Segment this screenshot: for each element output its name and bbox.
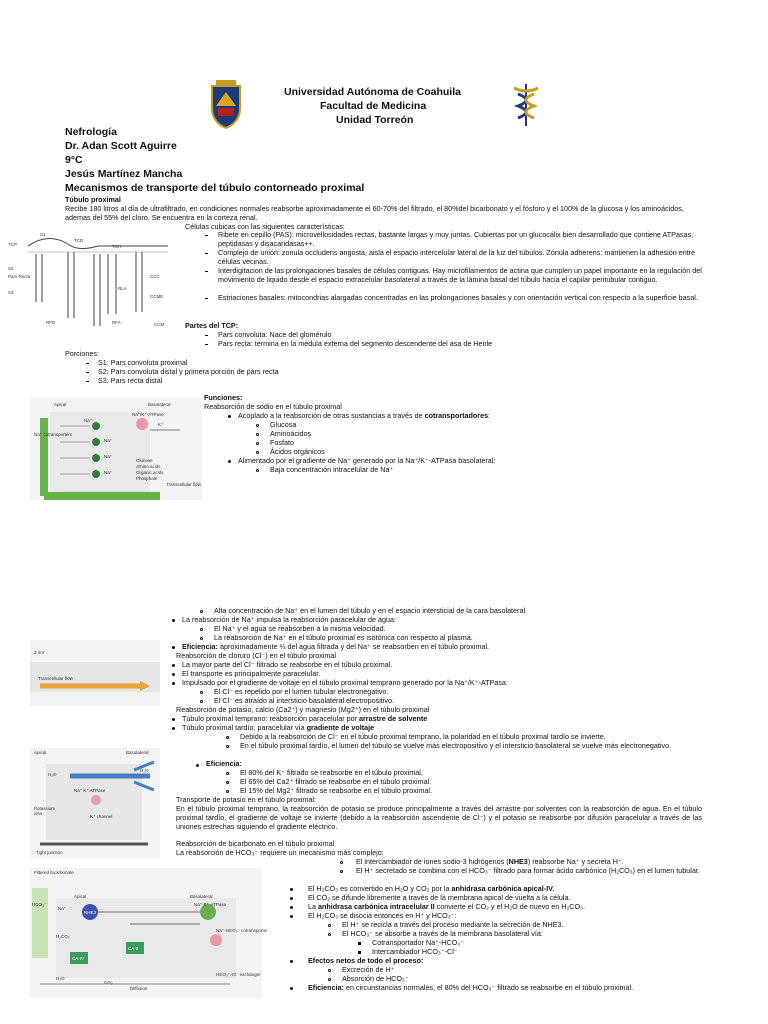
fig5-label-ca-ii: CA-II (128, 946, 139, 951)
university-crest-icon (206, 78, 246, 130)
bullet (256, 469, 259, 472)
fig4-label-atpase: Na⁺ K⁺ ATPase (74, 788, 106, 793)
potassium-diagram-icon (30, 748, 160, 858)
p2-line-9: Impulsado por el gradiente de voltaje en el túbulo proximal temprano generado por la Na⁺/K⁺-ATPasa: (182, 678, 508, 687)
functions-b1-item-1: Glucosa (270, 420, 297, 429)
p2-line-10: El Cl⁻ es repelido por el lumen tubular electronegativo. (214, 687, 389, 696)
portion-item-2: S2: Pars convoluta distal y primera porción de pars recta (98, 367, 279, 376)
bullet (226, 781, 229, 784)
fig1-label-rfa: RFA (112, 320, 121, 325)
fig3-label-mv: 3 mV (34, 650, 45, 655)
bicarb-11: Efectos netos de todo el proceso: (308, 956, 424, 965)
p2-line-14-bold: gradiente de voltaje (306, 723, 375, 732)
bullet (228, 460, 231, 463)
bicarb-req: La reabsorción de HCO₃⁻ requiere un mecanismo más complejo: (176, 848, 384, 857)
potassium-figure (30, 748, 160, 858)
fig5-label-ca-iv: CA-IV (72, 956, 85, 961)
bullet (205, 335, 208, 336)
bullet (328, 924, 331, 927)
university-name: Universidad Autónoma de Coahuila (284, 86, 461, 98)
bullet (328, 978, 331, 981)
cells-title: Células cubicas con las siguientes características: (185, 222, 345, 231)
bullet (205, 253, 208, 254)
header-banner (200, 74, 552, 136)
fig4-label-h2o-2: H₂O (140, 768, 149, 773)
fig5-label-h2co3: H₂CO₃ (56, 934, 70, 939)
bullet (358, 942, 361, 945)
cell-item-2: Complejo de unión: zonula occludens angosta, aisla el espacio intercelular lateral de la luz del túbulos. Zónula adherens: mantienen la adhesión entre células vecinas. (218, 248, 696, 266)
functions-b2: Alimentado por el gradiente de Na⁺ generado por la Na⁺/K⁺-ATPasa basolateral: (238, 456, 496, 465)
functions-sub: Reabsorción de sodio en el túbulo proximal (204, 402, 342, 411)
fig2-label-transcellular: Transcellular flow (166, 482, 201, 487)
fig1-label-s3: S3 (8, 290, 14, 295)
parts-title: Partes del TCP: (185, 321, 239, 330)
fig2-label-apical: Apical (54, 402, 67, 407)
bullet (205, 298, 208, 299)
fig5-label-diffusion: Diffusion (130, 986, 148, 991)
bullet (290, 987, 293, 990)
fig4-label-apical: Apical (34, 750, 47, 755)
p2-line-20: El 15% del Mg2⁺ filtrado se reabsorbe en el túbulo proximal. (240, 786, 432, 795)
fig2-label-organic-acids: Organic acids (136, 470, 164, 475)
fig3-label-flow: Transcellular flow (38, 676, 73, 681)
bicarb-7: El H⁺ se recicla a través del proceso mediante la secreción de NHE3. (342, 920, 564, 929)
fig1-label-ccc: CCC (150, 274, 160, 279)
fig2-label-basolateral: Basolateral (148, 402, 171, 407)
bullet (328, 933, 331, 936)
sodium-transport-figure (30, 398, 202, 500)
fig2-label-cotransporters: Na⁺ cotransporters (34, 432, 73, 437)
fig5-label-hco3: HCO₃⁻ (32, 902, 47, 907)
fig5-label-basolateral: Basolateral (190, 894, 213, 899)
bicarb-1-post: ) reabsorbe Na⁺ y secreta H⁺. (527, 857, 624, 866)
proximal-heading: Túbulo proximal (65, 195, 121, 204)
portion-item-1: S1: Pars convoluta proximal (98, 358, 188, 367)
bullet (226, 736, 229, 739)
bullet (328, 969, 331, 972)
bullet (226, 790, 229, 793)
fig2-label-na-3: Na⁺ (104, 454, 113, 459)
bicarb-3-pre: El H₂CO₃ es convertido en H₂O y CO₂ por la (308, 884, 452, 893)
fig1-label-rla: RLA (118, 286, 127, 291)
fig5-label-apical: Apical (74, 894, 87, 899)
fig5-label-atpase: Na⁺-K⁺-ATPase (194, 902, 227, 907)
bullet (200, 700, 203, 703)
bullet (290, 915, 293, 918)
bicarb-9: Cotransportador Na⁺-HCO₃⁻ (372, 938, 465, 947)
bullet (228, 415, 231, 418)
functions-b1-item-3: Fosfato (270, 438, 294, 447)
p2-line-11: El Cl⁻ es atraído al intersticio basolateral electropositivo. (214, 696, 394, 705)
bullet (290, 897, 293, 900)
bicarb-14 (308, 984, 633, 993)
p2-line-1: Alta concentración de Na⁺ en el lumen del túbulo y en el espacio intersticial de la cara basolateral (214, 606, 526, 615)
bullet (172, 673, 175, 676)
p2-line-5-text: aproximadamente ⅔ del agua filtrada y del Na⁺ se reabsorben en el túbulo proximal. (217, 642, 490, 651)
bicarb-5-bold: anhidrasa carbónica intracelular II (318, 902, 435, 911)
cell-item-4: Estriaciones basales: mitocondrias alargadas concentradas en las prolongaciones basales y con orientación vertical con respecto a la superficie basal. (218, 293, 698, 302)
part-item-1: Pars convoluta: Nace del glomérulo (218, 330, 332, 339)
bullet (290, 960, 293, 963)
bullet (172, 646, 175, 649)
p2-line-19: El 65% del Ca2⁺ filtrado se reabsorbe en el túbulo proximal. (240, 777, 432, 786)
fig4-label-basolateral: Basolateral (126, 750, 149, 755)
functions-title: Funciones: (204, 393, 243, 402)
bicarb-8: El HCO₃⁻ se absorbe a través de la membrana basolateral vía: (342, 929, 543, 938)
p2-line-8: El transporte es principalmente paracelular. (182, 669, 321, 678)
bullet (196, 764, 199, 767)
fig5-label-nhe3: NHE3 (84, 910, 97, 915)
bullet (200, 637, 203, 640)
fig5-label-h2o: H₂O (56, 976, 65, 981)
bullet (256, 451, 259, 454)
p2-line-5-bold: Eficiencia: (182, 642, 218, 651)
faculty-name: Facultad de Medicina (320, 100, 427, 112)
p2-line-6: Reabsorción de cloruro (Cl⁻) en el túbulo proximal (176, 651, 336, 660)
fig1-label-tch: TCH (112, 244, 122, 249)
tubule-anatomy-figure (8, 232, 178, 332)
fig1-label-ccme: CCME (150, 294, 164, 299)
fig1-label-pars-recta: Pars Recta (8, 274, 31, 279)
bicarb-10: Intercambiador HCO₃⁻-Cl⁻ (372, 947, 458, 956)
functions-b1-bold: cotransportadores (424, 411, 489, 420)
functions-b1-item-2: Aminoácidos (270, 429, 312, 438)
functions-b1-post: : (488, 411, 491, 420)
fig2-label-amino-acids: Amino acids (136, 464, 161, 469)
p2-line-3: El Na⁺ y el agua se reabsorben a la misma velocidad. (214, 624, 386, 633)
bullet (86, 363, 89, 364)
fig2-label-na-1: Na⁺ (84, 418, 93, 423)
teacher: Dr. Adan Scott Aguirre (65, 140, 177, 152)
bicarb-title: Reabsorción de bicarbonato en el túbulo proximal (176, 839, 335, 848)
p2-line-13-pre: Túbulo proximal temprano: reabsorción paracelular por (182, 714, 359, 723)
chloride-figure (30, 640, 160, 706)
group: 9°C (65, 154, 83, 166)
functions-b1-pre: Acoplado a la reabsorción de otras sustancias a través de (238, 411, 425, 420)
k-title: Transporte de potasio en el túbulo proximal: (176, 795, 316, 804)
bicarb-13: Absorción de HCO₃⁻ (342, 974, 409, 983)
p2-line-17: Eficiencia: (206, 759, 242, 768)
bullet (200, 610, 203, 613)
bullet (256, 424, 259, 427)
bicarb-1-pre: El intercambiador de iones sodio-3 hidrógenos ( (356, 857, 509, 866)
fig1-label-tcp: TCP (8, 242, 17, 247)
fig2-label-na-4: Na⁺ (104, 470, 113, 475)
fig1-label-tcd: TCD (74, 238, 84, 243)
tubule-diagram-icon (8, 232, 178, 332)
fig2-label-k: K⁺ (158, 422, 164, 427)
functions-b2-item-1: Baja concentración intracelular de Na⁺ (270, 465, 394, 474)
bullet (200, 691, 203, 694)
bicarb-14-bold: Eficiencia: (308, 983, 344, 992)
fig1-label-rfd: RFD (46, 320, 56, 325)
fig5-label-filtered: Filtered bicarbonate (34, 870, 74, 875)
bullet (290, 888, 293, 891)
k-text: En el túbulo proximal temprano, la reabsorción de potasio se produce principalmente a través del arrastre por solventes con la reabsorción de agua. En el túbulo proximal tardío, el gradiente de voltaje se invierte (debido a la reabsorción ascendente de Cl⁻) y el potasio se reabsorbe por difusión paracelular a través de las uniones estrechas siguiendo el gradiente eléctrico. (176, 804, 702, 831)
p2-line-18: El 80% del K⁺ filtrado se reabsorbe en el túbulo proximal. (240, 768, 423, 777)
bicarb-5-pre: La (308, 902, 318, 911)
bullet (200, 628, 203, 631)
fig4-label-kchannel: K⁺ channel (90, 814, 113, 819)
fig5-label-na: Na⁺ (58, 906, 67, 911)
bicarbonate-figure (30, 868, 268, 998)
bullet (205, 271, 208, 272)
p2-line-15: Debido a la reabsorción de Cl⁻ en el túbulo proximal temprano, la polaridad en el túbulo proximal tardío se invierte. (240, 732, 606, 741)
p2-line-14-pre: Túbulo proximal tardío: paracelular vía (182, 723, 307, 732)
fig2-label-atpase: Na⁺/K⁺-ATPase (132, 412, 164, 417)
fig4-label-tight: Tight junction (36, 850, 63, 855)
cell-item-1: Ribete en cepillo (PAS): microvellosidades rectas, bastante largas y muy juntas. Cubiertas por un glucocálix bien desarrollado que contiene ATPasas, peptidasas y disacaridasas++. (218, 230, 694, 248)
fig2-label-na-2: Na⁺ (104, 438, 113, 443)
bullet (226, 772, 229, 775)
part-item-2: Pars recta: termina en la médula externa del segmento descendente del asa de Henle (218, 339, 493, 348)
bullet (340, 861, 343, 864)
bullet (172, 682, 175, 685)
p2-line-16: En el túbulo proximal tardío, el lumen del túbulo se vuelve más electropositivo y el intersticio basolateral se vuelve más electronegativo. (240, 741, 672, 750)
fig2-label-phosphate: Phosphate (136, 476, 158, 481)
bullet (340, 870, 343, 873)
portions-title: Porciones: (65, 349, 99, 358)
bullet (256, 433, 259, 436)
bullet (86, 372, 89, 373)
bullet (290, 906, 293, 909)
fig5-label-cotransporter: Na⁺-HCO₃⁻ cotransporter (216, 928, 268, 933)
bicarb-2: El H⁺ secretado se combina con el HCO₃⁻ filtrado para formar ácido carbónico (H₂CO₃) en el lumen tubular. (356, 866, 700, 875)
bullet (226, 745, 229, 748)
bicarb-3-bold: anhidrasa carbónica apical-IV. (451, 884, 555, 893)
medicine-caduceus-icon (506, 80, 546, 128)
fig5-label-exchanger: HCO₃⁻-Cl⁻ exchanger (216, 972, 261, 977)
fig1-label-ccm: CCM (154, 322, 165, 327)
bicarb-6: El H₂CO₃ se disocia entonces en H⁺ y HCO₃⁻: (308, 911, 457, 920)
student: Jesús Martínez Mancha (65, 168, 183, 180)
fig2-label-glucose: Glucose (136, 458, 153, 463)
fig5-label-co2: CO₂ (104, 980, 113, 985)
proximal-intro: Recibe 180 litros al día de ultrafiltrado, en condiciones normales reabsorbe aproximadamente el 60-70% del filtrado, el 80%del bicarbonato y el fósforo y el 100% de la glucosa y los aminoácidos, ademas del 55% del cloro. Se encuentra en la corteza renal. (65, 204, 684, 222)
p2-line-2: La reabsorción de Na⁺ impulsa la reabsorción paracelular de agua: (182, 615, 396, 624)
fig1-label-s2: S2 (8, 266, 14, 271)
cell-item-3: Interdigitacion de las prolongaciones basales de células contiguas. Hay microfilamentos de actina que cumplen un papel importante en la regulación del movimiento de liquido desde el espacio extracelular basolateral a través de la lámina basal del túbulo hacia el capilar peritubular contiguo. (218, 266, 702, 284)
functions-b1-item-4: Ácidos orgánicos (270, 447, 325, 456)
fig4-label-potassium: Potassium ions (34, 806, 56, 816)
p2-line-13-bold: arrastre de solvente (358, 714, 428, 723)
bullet (358, 951, 361, 954)
fig4-label-h2o-1: H₂O (48, 772, 57, 777)
portion-item-3: S3: Pars recta distal (98, 376, 163, 385)
bicarb-14-text: en circunstancias normales, el 80% del HCO₃⁻ filtrado se reabsorbe en el túbulo proximal. (343, 983, 634, 992)
p2-line-12: Reabsorción de potasio, calcio (Ca2⁺) y magnesio (Mg2⁺) en el túbulo proximal (176, 705, 430, 714)
bullet (205, 235, 208, 236)
bullet (86, 381, 89, 382)
bullet (172, 619, 175, 622)
chloride-diagram-icon (30, 640, 160, 706)
unit-name: Unidad Torreón (336, 114, 414, 126)
p2-line-7: La mayor parte del Cl⁻ filtrado se reabsorbe en el túbulo proximal. (182, 660, 393, 669)
bicarb-1-bold: NHE3 (508, 857, 528, 866)
fig1-label-s1: S1 (40, 232, 46, 237)
bullet (172, 727, 175, 730)
bullet (172, 664, 175, 667)
bicarb-5-post: convierte el CO₂ y el H₂O de nuevo en H₂CO₃. (434, 902, 585, 911)
bullet (256, 442, 259, 445)
document-title: Mecanismos de transporte del túbulo contorneado proximal (65, 182, 365, 194)
subject: Nefrología (65, 126, 117, 138)
bicarb-4: El CO₂ se difunde libremente a través de la membrana apical de vuelta a la célula. (308, 893, 571, 902)
bullet (172, 718, 175, 721)
bullet (205, 344, 208, 345)
bicarb-12: Excreción de H⁺ (342, 965, 395, 974)
p2-line-4: La reabsorción de Na⁺ en el túbulo proximal es isotónica con respecto al plasma. (214, 633, 473, 642)
